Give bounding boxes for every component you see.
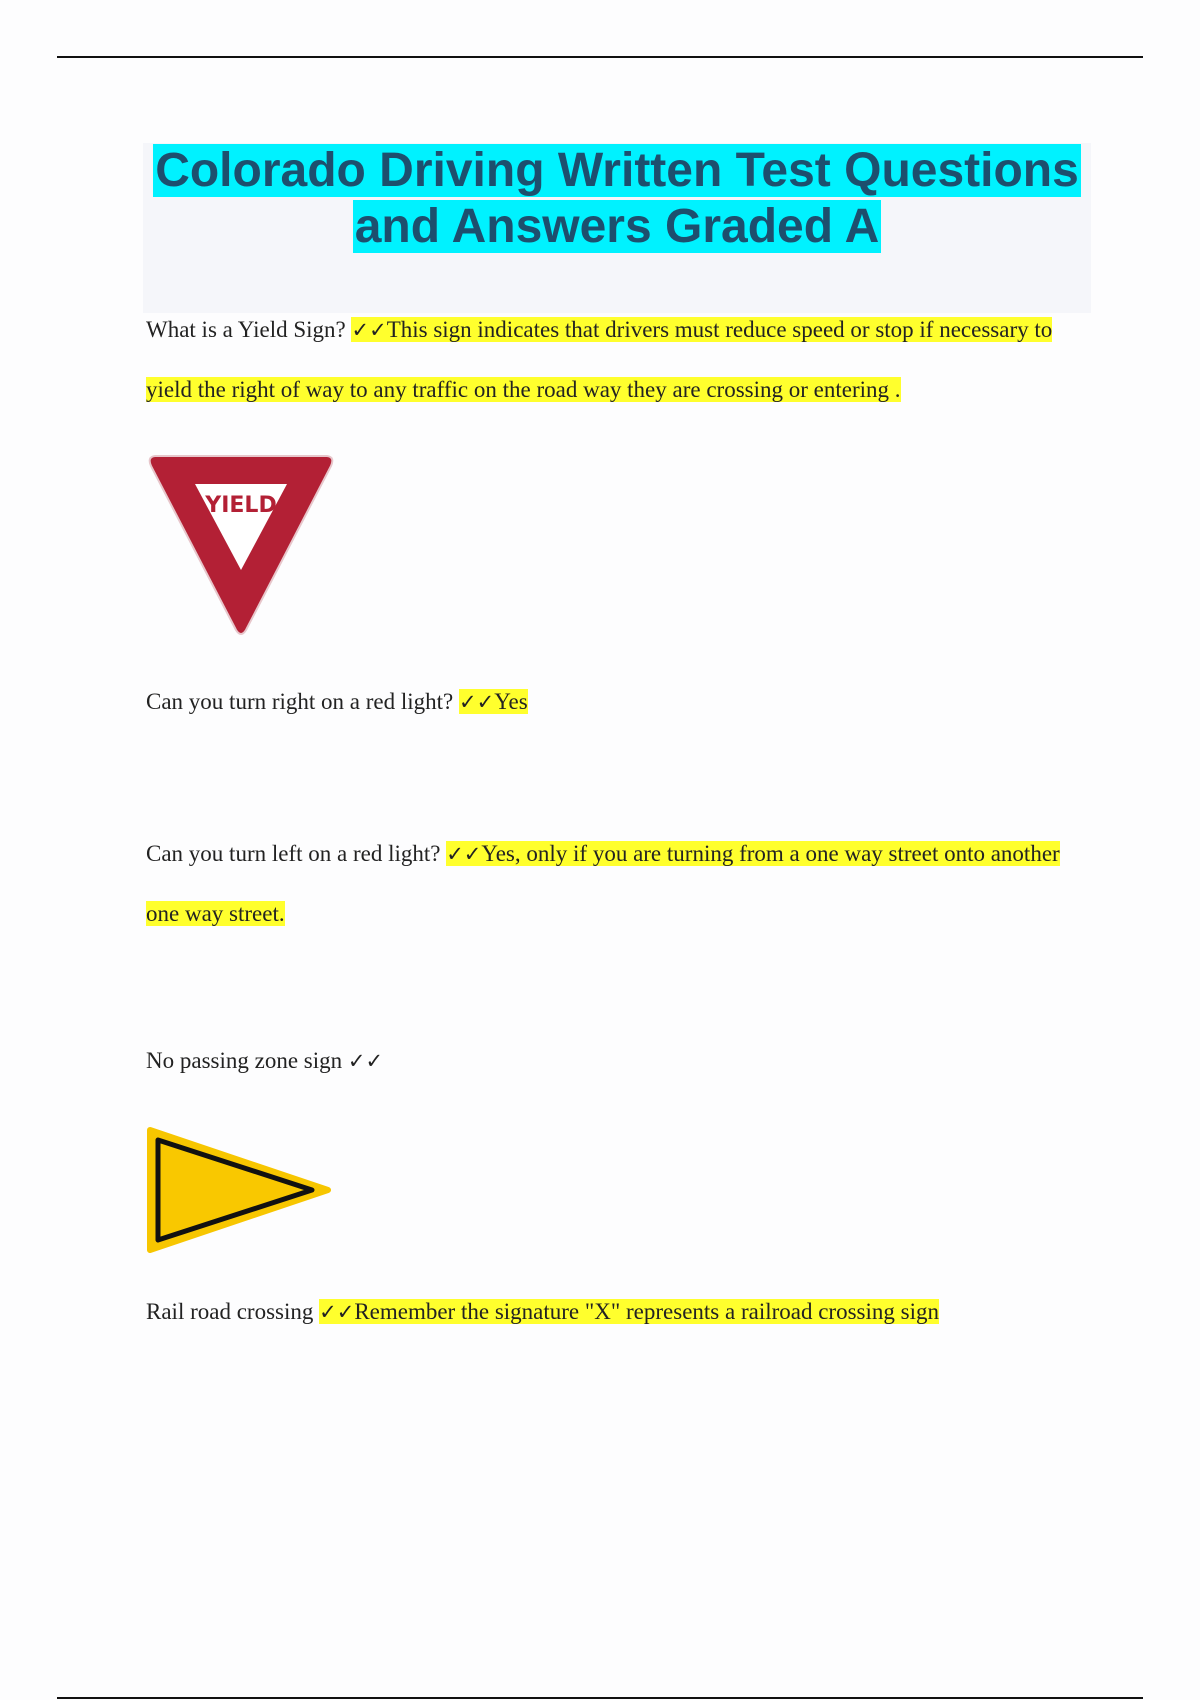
check-icon: ✓✓	[347, 1049, 384, 1073]
question-text: Rail road crossing	[146, 1299, 314, 1324]
answer-text: Remember the signature "X" represents a railroad crossing sign	[354, 1299, 939, 1324]
qa-item-yield	[146, 300, 1086, 420]
answer-text: Yes, only if you are turning from a one way street onto another one way street.	[146, 841, 1060, 926]
yield-sign-icon	[145, 448, 337, 640]
answer-text: This sign indicates that drivers must reduce speed or stop if necessary to yield the right of way to any traffic on the road way they are crossing or entering .	[146, 317, 1053, 402]
title-block	[143, 143, 1091, 313]
title-line-2: and Answers Graded A	[354, 200, 880, 253]
question-text: What is a Yield Sign?	[146, 317, 346, 342]
no-passing-zone-sign-icon	[144, 1124, 334, 1254]
check-icon: ✓✓	[459, 690, 495, 714]
page-title	[143, 143, 1091, 255]
qa-item-railroad	[146, 1282, 1086, 1342]
qa-item-no-passing	[146, 1031, 1086, 1091]
qa-item-turn-left	[146, 824, 1086, 944]
answer-highlight	[459, 689, 528, 714]
answer-highlight	[319, 1299, 939, 1324]
check-icon: ✓✓	[319, 1300, 355, 1324]
question-text: Can you turn left on a red light?	[146, 841, 441, 866]
answer-text: Yes	[494, 689, 528, 714]
bottom-rule	[57, 1697, 1143, 1699]
top-rule	[57, 56, 1143, 58]
check-icon: ✓✓	[446, 842, 482, 866]
yield-sign-text: YIELD	[205, 493, 277, 518]
question-text: No passing zone sign	[146, 1048, 343, 1073]
question-text: Can you turn right on a red light?	[146, 689, 454, 714]
title-line-1: Colorado Driving Written Test Questions	[155, 144, 1079, 197]
qa-item-turn-right	[146, 672, 1086, 732]
check-icon: ✓✓	[351, 318, 387, 342]
